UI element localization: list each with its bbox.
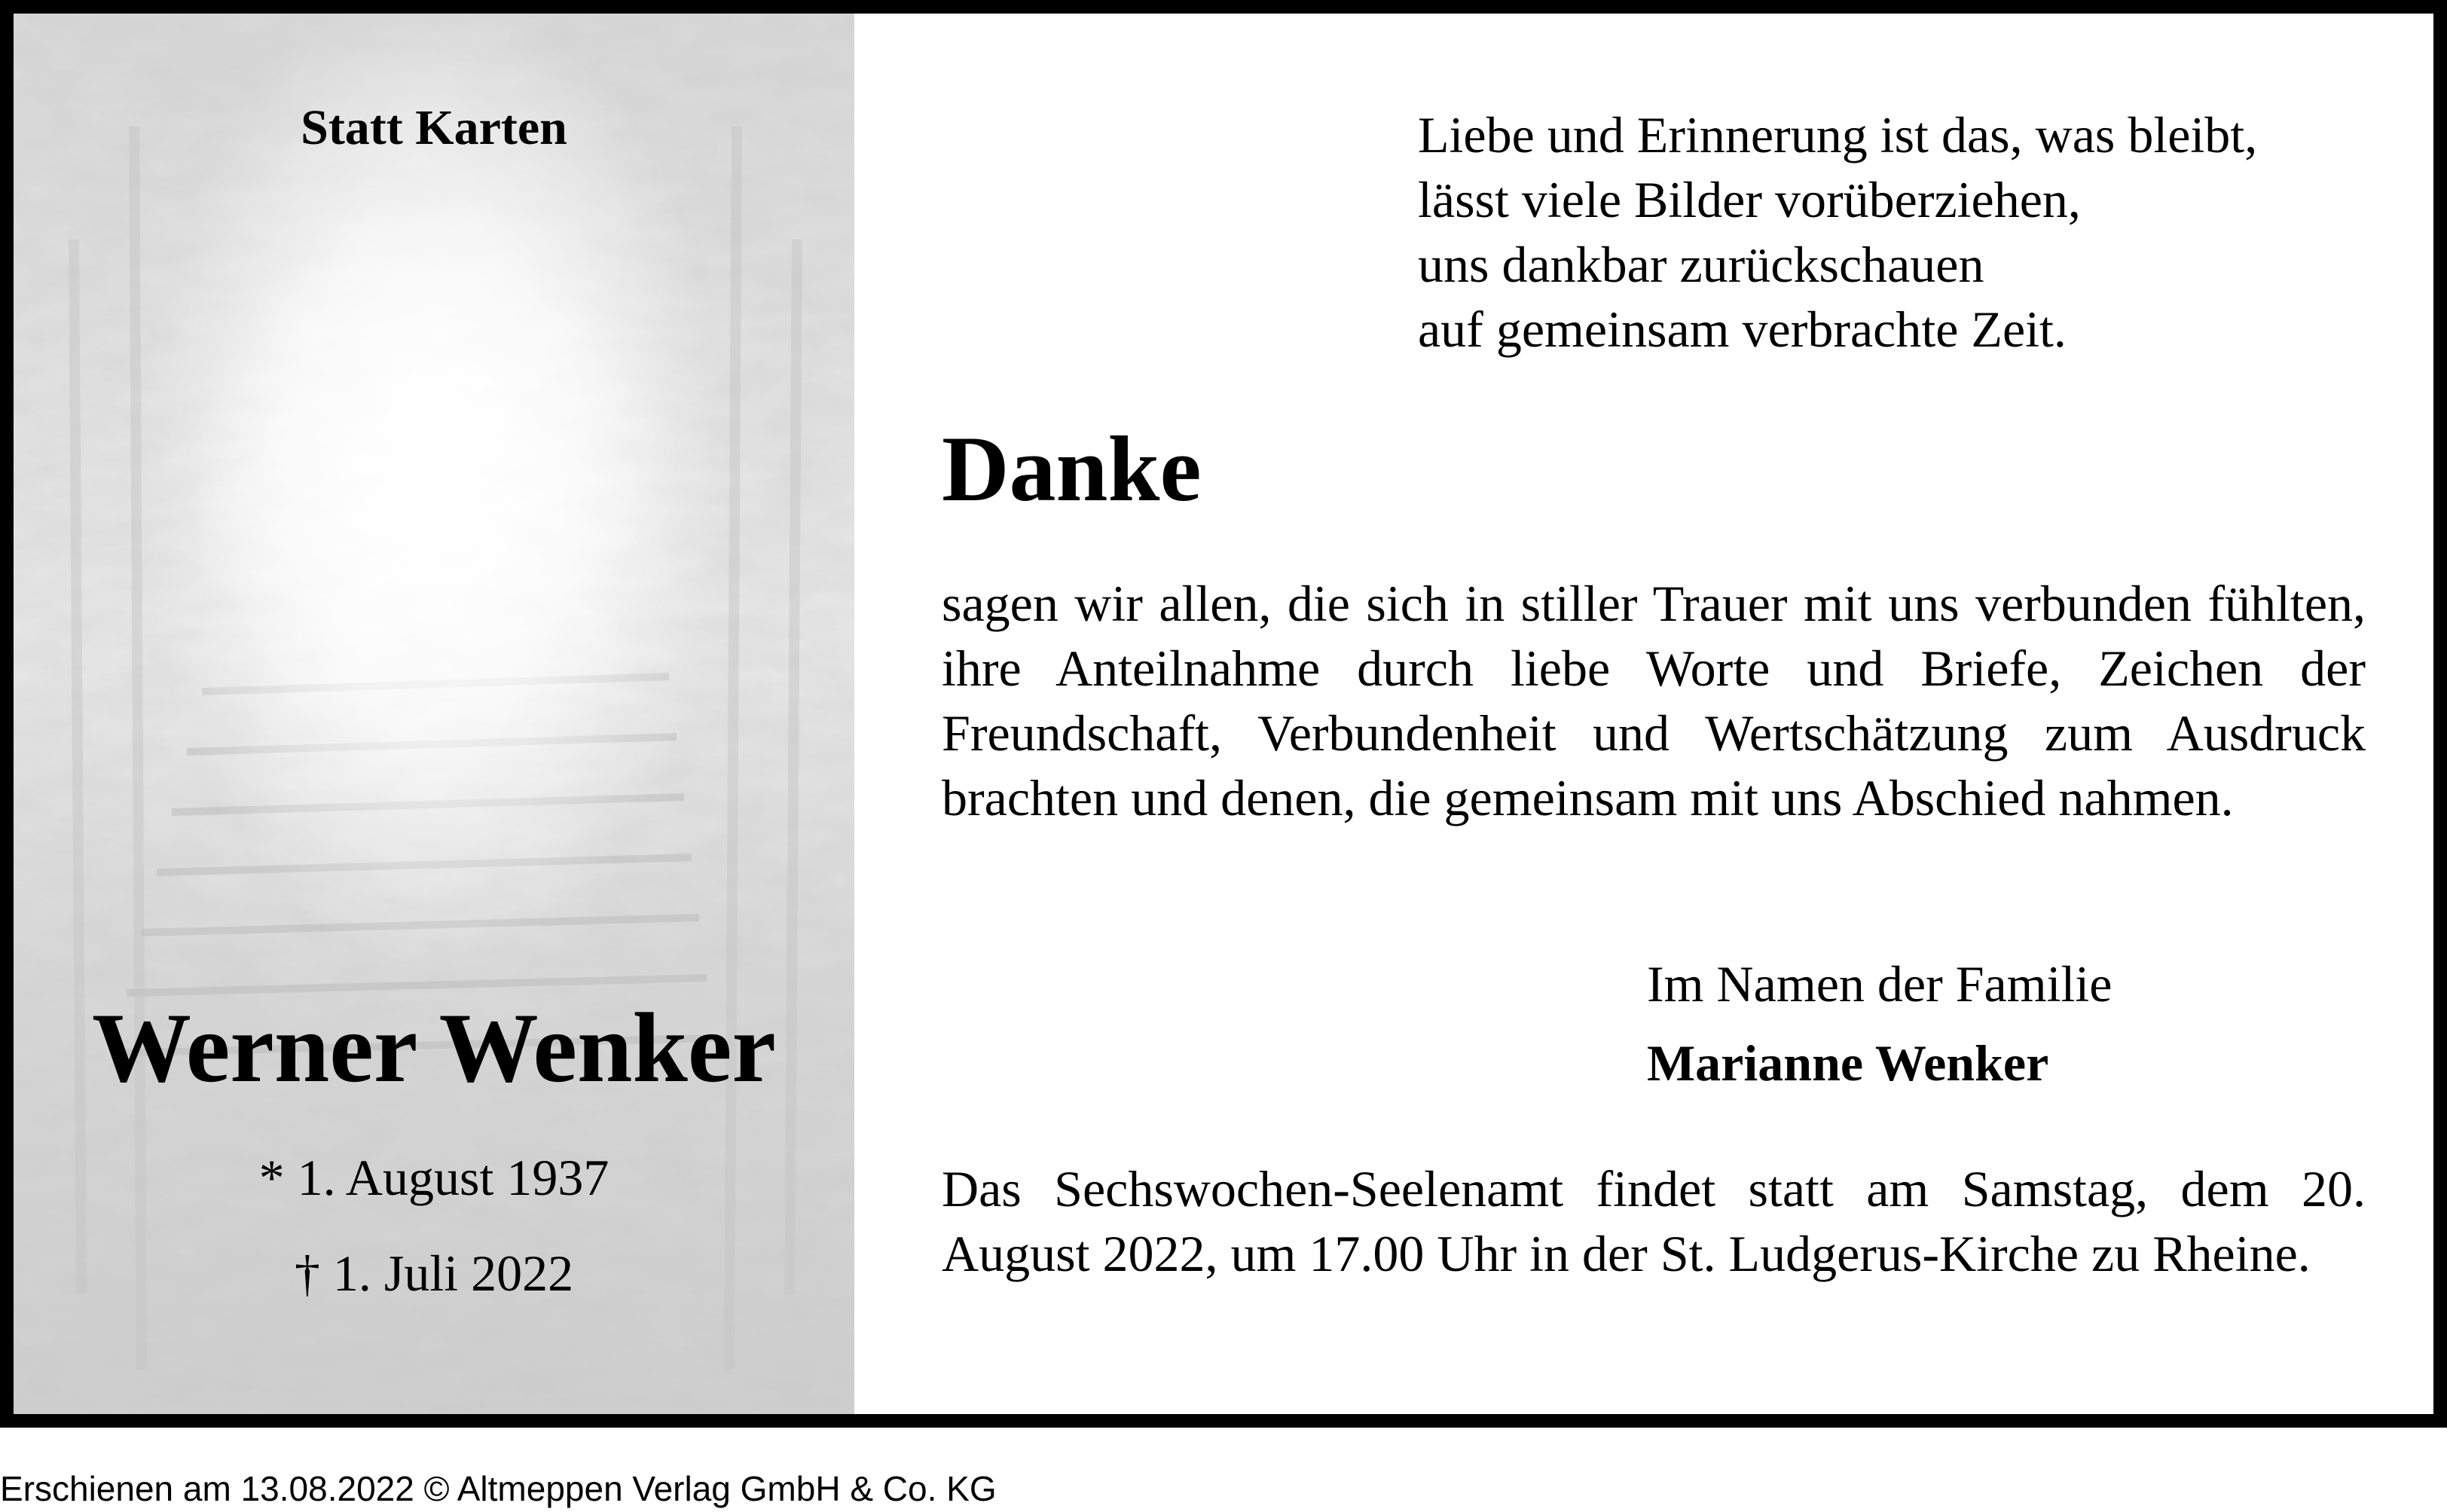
- thanks-paragraph: sagen wir allen, die sich in stiller Trauer mit uns verbunden fühlten, ihre Anteilnahme durch liebe Worte und Briefe, Zeichen der Freundschaft, Verbundenheit und Wertschätzung zum Ausdruck brachten und denen, die gemeinsam mit uns Abschied nahmen.: [942, 575, 2366, 826]
- memorial-photo-panel: [14, 14, 854, 1414]
- poem-line: Liebe und Erinnerung ist das, was bleibt,: [1418, 106, 2258, 163]
- signature-intro: Im Namen der Familie: [1647, 955, 2112, 1013]
- birth-date: * 1. August 1937: [258, 1149, 609, 1206]
- poem-line: uns dankbar zurückschauen: [1418, 236, 1984, 293]
- signature-name: Marianne Wenker: [1647, 1034, 2049, 1092]
- publication-footer: Erschienen am 13.08.2022 © Altmeppen Verlag GmbH & Co. KG: [0, 1469, 997, 1508]
- poem-line: auf gemeinsam verbrachte Zeit.: [1418, 301, 2067, 358]
- header-statt-karten: Statt Karten: [301, 100, 567, 155]
- death-date: † 1. Juli 2022: [294, 1245, 574, 1302]
- thanks-heading: Danke: [942, 417, 1202, 521]
- poem-line: lässt viele Bilder vorüberziehen,: [1418, 171, 2081, 228]
- memorial-poem: [1418, 102, 2257, 362]
- mass-notice-paragraph: Das Sechswochen-Seelenamt findet statt am Samstag, dem 20. August 2022, um 17.00 Uhr in der St. Ludgerus-Kirche zu Rheine.: [942, 1160, 2366, 1282]
- deceased-name: Werner Wenker: [91, 992, 776, 1103]
